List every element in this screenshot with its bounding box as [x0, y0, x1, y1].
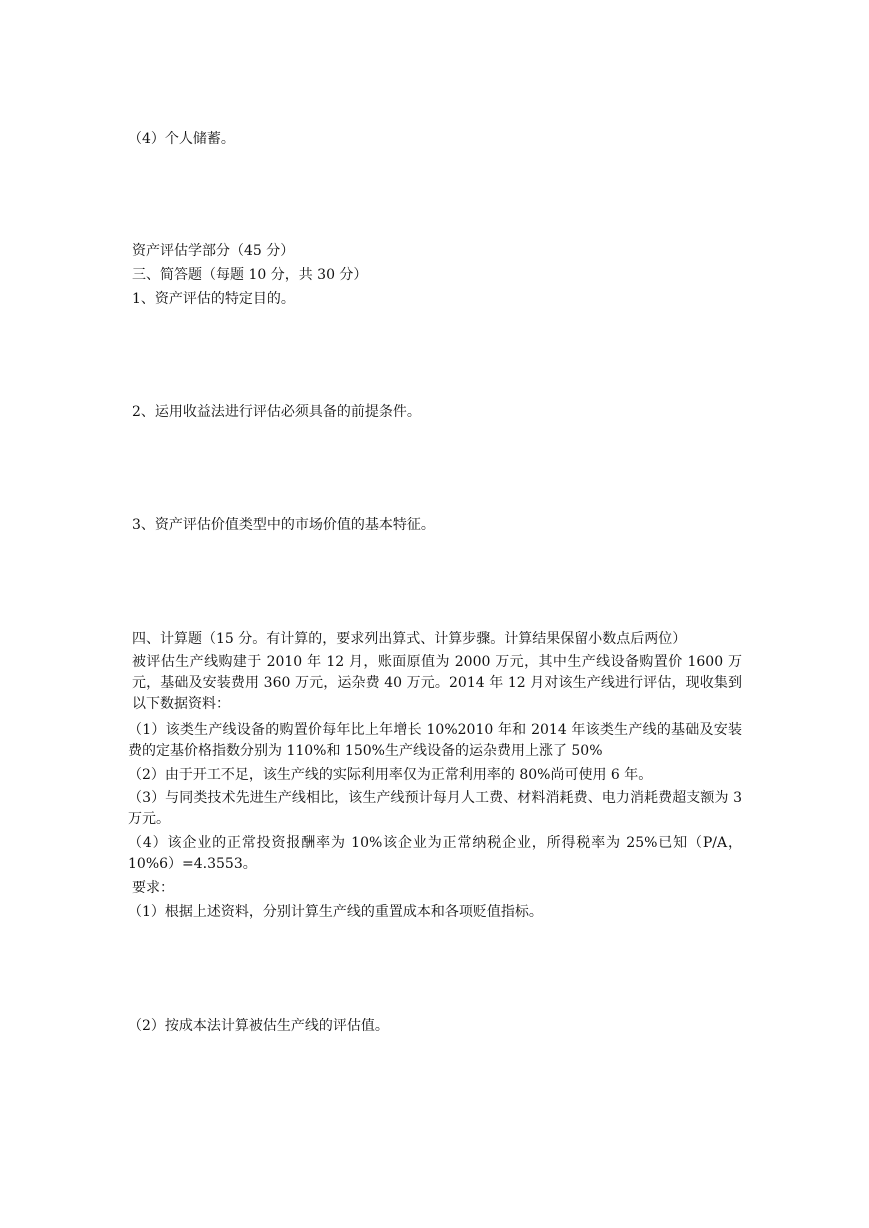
requirement-label: 要求： [132, 880, 174, 896]
question-four-title: 四、计算题（15 分。有计算的，要求列出算式、计算步骤。计算结果保留小数点后两位） [132, 631, 687, 647]
item-personal-savings: （4）个人储蓄。 [128, 131, 235, 147]
question-three-item-1: 1、资产评估的特定目的。 [132, 291, 295, 307]
requirement-item-1: （1）根据上述资料，分别计算生产线的重置成本和各项贬值指标。 [128, 904, 543, 920]
question-three-item-2: 2、运用收益法进行评估必须具备的前提条件。 [132, 404, 421, 420]
question-four-data-item-1: （1）该类生产线设备的购置价每年比上年增长 10%2010 年和 2014 年该类生产线的基础及安装费的定基价格指数分别为 110%和 150%生产线设备的运杂费用上涨了 50% [128, 722, 742, 759]
question-four-data-item-4: （4）该企业的正常投资报酬率为 10%该企业为正常纳税企业，所得税率为 25%已知（P/A，10%6）=4.3553。 [128, 835, 742, 872]
question-three-title: 三、简答题（每题 10 分，共 30 分） [132, 267, 368, 283]
question-four-intro: 被评估生产线购建于 2010 年 12 月，账面原值为 2000 万元，其中生产线设备购置价 1600 万元，基础及安装费用 360 万元，运杂费 40 万元。2014 年 12 月对该生产线进行评估，现收集到以下数据资料： [132, 654, 742, 712]
requirement-item-2: （2）按成本法计算被估生产线的评估值。 [128, 1018, 389, 1034]
question-four-data-item-2: （2）由于开工不足，该生产线的实际利用率仅为正常利用率的 80%尚可使用 6 年。 [128, 767, 653, 783]
question-four-data-item-3: （3）与同类技术先进生产线相比，该生产线预计每月人工费、材料消耗费、电力消耗费超支额为 3 万元。 [128, 790, 742, 827]
section-title-asset-evaluation: 资产评估学部分（45 分） [132, 243, 295, 259]
question-three-item-3: 3、资产评估价值类型中的市场价值的基本特征。 [132, 517, 435, 533]
